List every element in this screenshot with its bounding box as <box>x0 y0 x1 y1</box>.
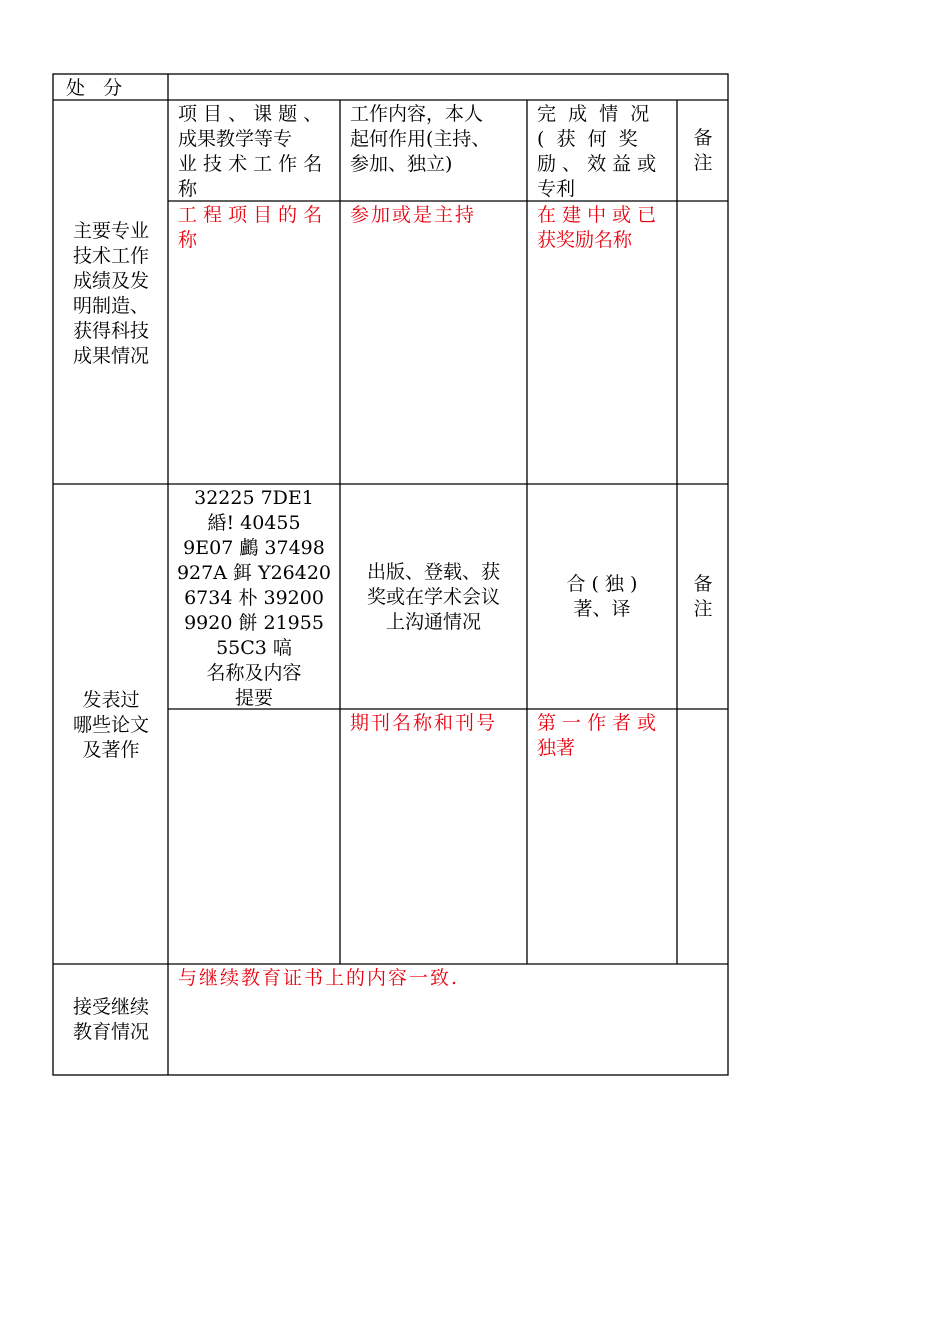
header-remark: 备 注 <box>693 127 713 174</box>
header-paper-title: 32225 7DE1 緍! 40455 9E07 鸕 37498 927A 鉺 Y26420 6734 朴 39200 9920 餅 21955 55C3 嗃 名称及内容 提要 <box>176 487 332 709</box>
header-authorship: 合 ( 独 ) 著、译 <box>566 573 638 620</box>
entry-authorship: 第 一 作 者 或 独著 <box>537 712 657 759</box>
header-publication-info: 出版、登载、获 奖或在学术会议 上沟通情况 <box>366 561 500 633</box>
entry-work-role: 参加或是主持 <box>350 204 477 226</box>
header-remark-2: 备 注 <box>693 573 713 620</box>
header-project-name: 项 目 、 课 题 、 成果教学等专 业 技 术 工 作 名 称 <box>178 103 323 200</box>
header-work-role: 工作内容，本人 起何作用(主持、 参加、独立) <box>350 103 491 175</box>
publications-section-label: 发表过 哪些论文 及著作 <box>72 689 149 761</box>
entry-completion: 在 建 中 或 已 获奖励名称 <box>537 204 657 251</box>
header-completion: 完 成 情 况 ( 获 何 奖 励 、 效 益 或 专利 <box>537 103 657 200</box>
education-section-label: 接受继续 教育情况 <box>72 996 149 1043</box>
entry-education: 与继续教育证书上的内容一致. <box>178 967 460 989</box>
punishment-label: 处 分 <box>66 77 123 99</box>
entry-project-name: 工 程 项 目 的 名 称 <box>178 204 323 251</box>
achievements-section-label: 主要专业 技术工作 成绩及发 明制造、 获得科技 成果情况 <box>72 220 149 367</box>
entry-journal-info: 期刊名称和刊号 <box>350 712 498 734</box>
